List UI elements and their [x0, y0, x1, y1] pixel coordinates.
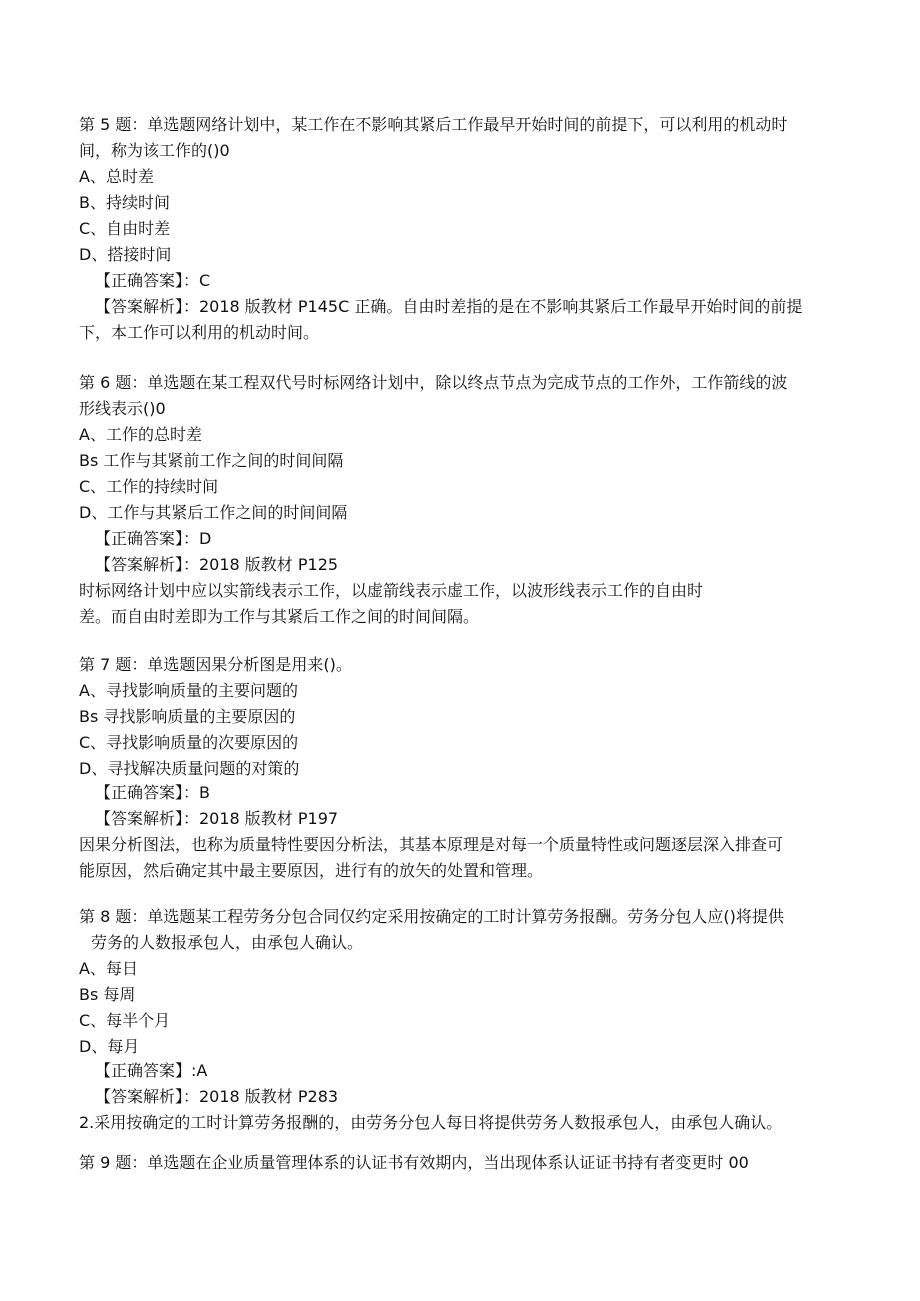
- option-b: Bs 工作与其紧前工作之间的时间间隔: [79, 451, 344, 470]
- answer-analysis: 差。而自由时差即为工作与其紧后工作之间的时间间隔。: [79, 607, 480, 626]
- question-stem: 第 9 题：单选题在企业质量管理体系的认证书有效期内，当出现体系认证证书持有者变更时 00: [79, 1153, 749, 1172]
- option-b: Bs 寻找影响质量的主要原因的: [79, 707, 296, 726]
- option-a: A、寻找影响质量的主要问题的: [79, 681, 298, 700]
- answer-analysis: 下，本工作可以利用的机动时间。: [79, 323, 320, 342]
- question-stem: 劳务的人数报承包人，由承包人确认。: [91, 933, 364, 952]
- option-d: D、每月: [79, 1037, 140, 1056]
- option-a: A、每日: [79, 959, 138, 978]
- option-c: C、工作的持续时间: [79, 477, 219, 496]
- question-stem: 第 8 题：单选题某工程劳务分包合同仅约定采用按确定的工时计算劳务报酬。劳务分包人应()将提供: [79, 907, 784, 926]
- answer-analysis: 【答案解析】：2018 版教材 P145C 正确。自由时差指的是在不影响其紧后工作最早开始时间的前提: [95, 297, 803, 316]
- option-b: Bs 每周: [79, 985, 136, 1004]
- answer-analysis: 【答案解析】：2018 版教材 P125: [95, 555, 339, 574]
- option-b: B、持续时间: [79, 193, 170, 212]
- question-stem: 间，称为该工作的()0: [79, 141, 230, 160]
- question-stem: 第 7 题：单选题因果分析图是用来()。: [79, 655, 352, 674]
- answer-analysis: 2.采用按确定的工时计算劳务报酬的，由劳务分包人每日将提供劳务人数报承包人，由承包人确认。: [79, 1113, 783, 1132]
- correct-answer: 【正确答案】:A: [95, 1061, 208, 1080]
- option-d: D、搭接时间: [79, 245, 172, 264]
- option-c: C、寻找影响质量的次要原因的: [79, 733, 299, 752]
- question-stem: 第 6 题：单选题在某工程双代号时标网络计划中，除以终点节点为完成节点的工作外，工作箭线的波: [79, 373, 788, 392]
- option-d: D、工作与其紧后工作之间的时间间隔: [79, 503, 348, 522]
- answer-analysis: 【答案解析】：2018 版教材 P283: [95, 1087, 339, 1106]
- correct-answer: 【正确答案】：B: [95, 783, 210, 802]
- answer-analysis: 时标网络计划中应以实箭线表示工作，以虚箭线表示虚工作，以波形线表示工作的自由时: [79, 581, 704, 600]
- answer-analysis: 能原因，然后确定其中最主要原因，进行有的放矢的处置和管理。: [79, 861, 544, 880]
- option-c: C、每半个月: [79, 1011, 171, 1030]
- option-d: D、寻找解决质量问题的对策的: [79, 759, 300, 778]
- question-stem: 第 5 题：单选题网络计划中，某工作在不影响其紧后工作最早开始时间的前提下，可以利用的机动时: [79, 115, 788, 134]
- question-stem: 形线表示()0: [79, 399, 166, 418]
- option-a: A、工作的总时差: [79, 425, 202, 444]
- answer-analysis: 因果分析图法，也称为质量特性要因分析法，其基本原理是对每一个质量特性或问题逐层深入排查可: [79, 835, 784, 854]
- correct-answer: 【正确答案】：C: [95, 271, 211, 290]
- correct-answer: 【正确答案】：D: [95, 529, 212, 548]
- answer-analysis: 【答案解析】：2018 版教材 P197: [95, 809, 339, 828]
- option-a: A、总时差: [79, 167, 154, 186]
- option-c: C、自由时差: [79, 219, 171, 238]
